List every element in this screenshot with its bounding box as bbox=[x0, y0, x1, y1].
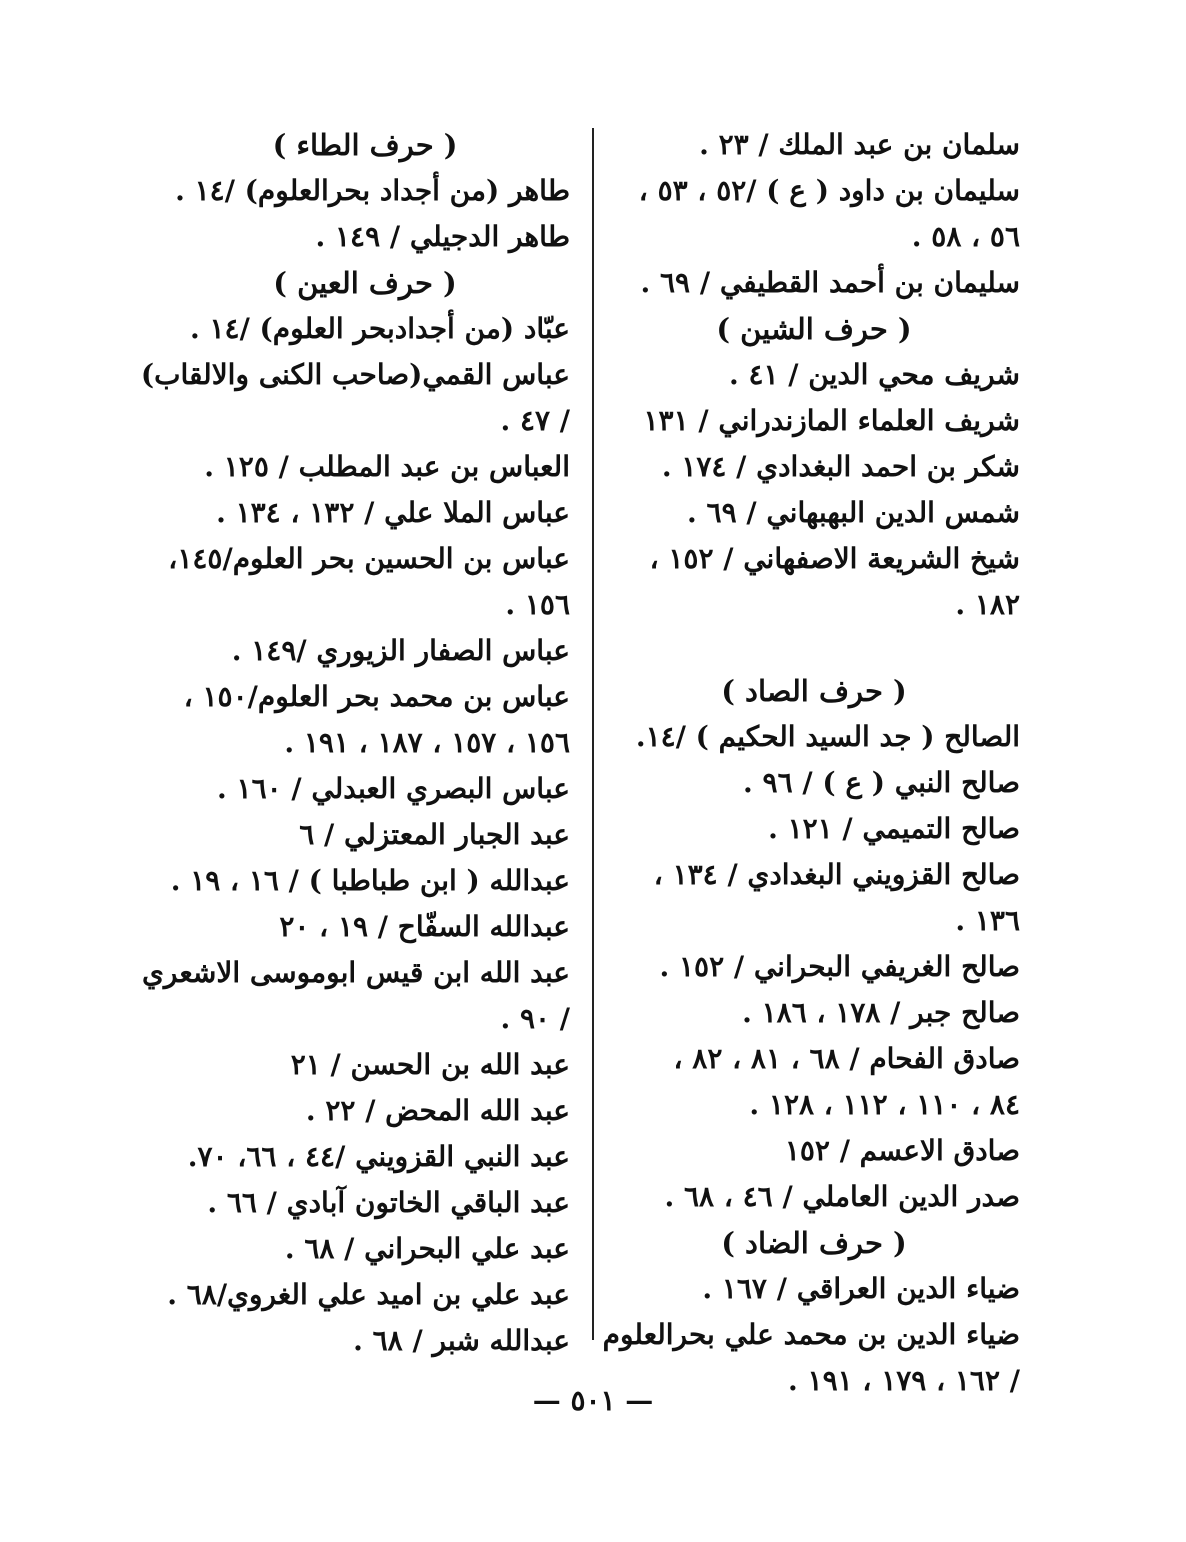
index-entry: صادق الفحام / ٦٨ ، ٨١ ، ٨٢ ، bbox=[673, 1042, 1020, 1075]
index-entry: عبد علي بن اميد علي الغروي/٦٨ . bbox=[167, 1278, 570, 1311]
index-entry: الصالح ( جد السيد الحكيم ) /١٤. bbox=[635, 720, 1020, 753]
right-column bbox=[602, 122, 1020, 1404]
index-entry: سليمان بن أحمد القطيفي / ٦٩ . bbox=[640, 266, 1020, 299]
section-heading: ( حرف الطاء ) bbox=[272, 128, 458, 162]
index-entry: / ٤٧ . bbox=[500, 404, 570, 437]
index-entry: صالح القزويني البغدادي / ١٣٤ ، bbox=[653, 858, 1020, 891]
index-entry: طاهر الدجيلي / ١٤٩ . bbox=[315, 220, 570, 253]
index-entry: عبد الله ابن قيس ابوموسى الاشعري bbox=[142, 956, 570, 989]
index-entry: ١٥٦ ، ١٥٧ ، ١٨٧ ، ١٩١ . bbox=[284, 726, 570, 759]
index-entry: صدر الدين العاملي / ٤٦ ، ٦٨ . bbox=[664, 1180, 1020, 1213]
index-entry: / ١٦٢ ، ١٧٩ ، ١٩١ . bbox=[788, 1364, 1020, 1397]
index-entry: شكر بن احمد البغدادي / ١٧٤ . bbox=[661, 450, 1020, 483]
index-entry: شريف العلماء المازندراني / ١٣١ bbox=[643, 404, 1020, 437]
index-entry: عباس بن الحسين بحر العلوم/١٤٥، bbox=[168, 542, 570, 575]
index-entry: عبد علي البحراني / ٦٨ . bbox=[284, 1232, 570, 1265]
index-entry: صادق الاعسم / ١٥٢ bbox=[784, 1134, 1020, 1167]
index-entry: / ٩٠ . bbox=[500, 1002, 570, 1035]
section-heading: ( حرف الصاد ) bbox=[721, 674, 907, 708]
index-entry: صالح الغريفي البحراني / ١٥٢ . bbox=[659, 950, 1020, 983]
index-entry: عبد الله بن الحسن / ٢١ bbox=[290, 1048, 570, 1081]
index-entry: شريف محي الدين / ٤١ . bbox=[728, 358, 1020, 391]
section-heading: ( حرف الضاد ) bbox=[721, 1226, 907, 1260]
index-entry: ضياء الدين العراقي / ١٦٧ . bbox=[702, 1272, 1020, 1305]
index-entry: طاهر (من أجداد بحرالعلوم) /١٤ . bbox=[175, 174, 570, 207]
index-entry: صالح النبي ( ع ) / ٩٦ . bbox=[743, 766, 1020, 799]
index-entry: عبد الجبار المعتزلي / ٦ bbox=[299, 818, 570, 851]
index-entry: عبدالله ( ابن طباطبا ) / ١٦ ، ١٩ . bbox=[170, 864, 570, 897]
index-entry: عبدالله السفّاح / ١٩ ، ٢٠ bbox=[279, 910, 570, 943]
index-entry: شمس الدين البهبهاني / ٦٩ . bbox=[687, 496, 1020, 529]
index-entry: سليمان بن داود ( ع ) /٥٢ ، ٥٣ ، bbox=[638, 174, 1020, 207]
index-entry: عباس الصفار الزيوري /١٤٩ . bbox=[231, 634, 570, 667]
section-heading: ( حرف العين ) bbox=[273, 266, 457, 300]
index-entry: سلمان بن عبد الملك / ٢٣ . bbox=[699, 128, 1020, 161]
index-entry: عباس الملا علي / ١٣٢ ، ١٣٤ . bbox=[216, 496, 570, 529]
index-entry: عباس القمي(صاحب الكنى والالقاب) bbox=[140, 358, 570, 391]
index-entry: عبد الله المحض / ٢٢ . bbox=[305, 1094, 570, 1127]
index-entry: صالح جبر / ١٧٨ ، ١٨٦ . bbox=[742, 996, 1020, 1029]
column-divider bbox=[592, 128, 594, 1340]
index-entry: عباس البصري العبدلي / ١٦٠ . bbox=[217, 772, 570, 805]
index-entry: ١٣٦ . bbox=[955, 904, 1020, 937]
index-entry: العباس بن عبد المطلب / ١٢٥ . bbox=[204, 450, 570, 483]
index-entry: عبد الباقي الخاتون آبادي / ٦٦ . bbox=[207, 1186, 570, 1219]
index-entry: عبدالله شبر / ٦٨ . bbox=[353, 1324, 570, 1357]
index-entry: عبّاد (من أجدادبحر العلوم) /١٤ . bbox=[190, 312, 570, 345]
index-entry: ٥٦ ، ٥٨ . bbox=[911, 220, 1020, 253]
index-entry: ٨٤ ، ١١٠ ، ١١٢ ، ١٢٨ . bbox=[749, 1088, 1020, 1121]
page-number: — ٥٠١ — bbox=[532, 1384, 654, 1417]
left-column bbox=[140, 122, 570, 1364]
index-entry: ١٨٢ . bbox=[955, 588, 1020, 621]
index-entry: ضياء الدين بن محمد علي بحرالعلوم bbox=[602, 1318, 1020, 1351]
index-entry: صالح التميمي / ١٢١ . bbox=[768, 812, 1020, 845]
spacer bbox=[608, 628, 1020, 668]
index-entry: ١٥٦ . bbox=[505, 588, 570, 621]
section-heading: ( حرف الشين ) bbox=[716, 312, 912, 346]
index-entry: شيخ الشريعة الاصفهاني / ١٥٢ ، bbox=[649, 542, 1020, 575]
index-entry: عباس بن محمد بحر العلوم/١٥٠ ، bbox=[183, 680, 570, 713]
index-entry: عبد النبي القزويني /٤٤ ، ٦٦، ٧٠. bbox=[187, 1140, 570, 1173]
